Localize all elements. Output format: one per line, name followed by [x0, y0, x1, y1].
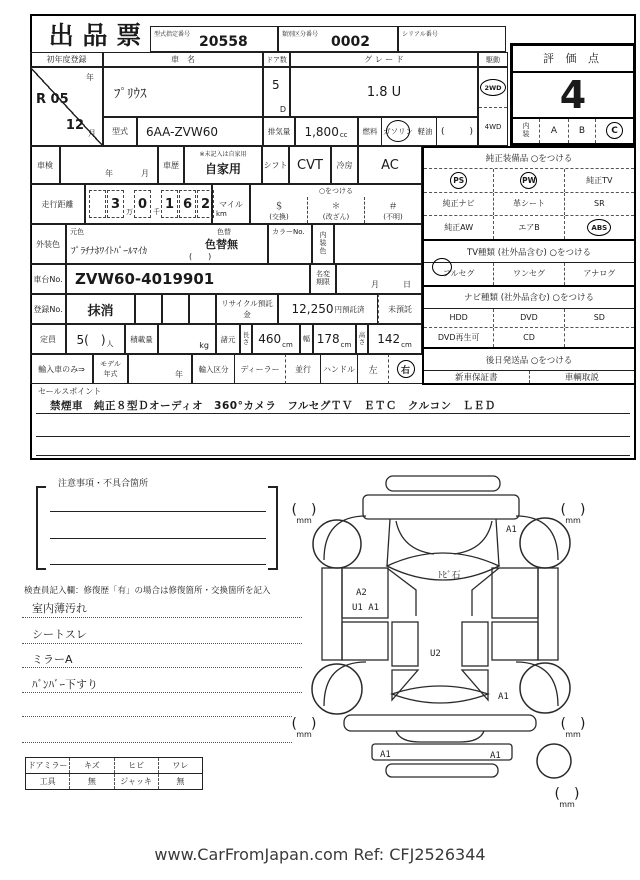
model-year-unit: 年 [175, 370, 183, 379]
handle-right [388, 354, 422, 384]
equip-oem-aw: 純正AW [444, 223, 474, 233]
color-change-paren: ( ) [189, 252, 212, 261]
tool-row [26, 773, 202, 789]
flag-exchange: ＄ (交換) [269, 201, 289, 221]
equip-oem-tv: 純正TV [564, 169, 634, 192]
tread-mark-front-left: ( ) mm [291, 502, 317, 525]
recycle-amount: 12,250 [291, 302, 334, 316]
tread-mark-rear-left: ( ) mm [291, 716, 317, 739]
first-reg-header: 初年度登録 [30, 52, 103, 67]
doors-count: 5 [272, 78, 280, 92]
name-change-day: 日 [403, 280, 411, 289]
navi-hdd: HDD [449, 313, 468, 323]
chassis-label: 車台No. [30, 264, 66, 294]
reg-month: 12 [65, 118, 84, 133]
later-manual: 車輌取説 [529, 371, 635, 383]
shift-label: シフト [262, 146, 289, 184]
interior-label: 内装 [513, 119, 540, 143]
defect-4: ﾊﾞﾝﾊﾞｰ下すり [32, 678, 98, 691]
score-label: 評 価 点 [513, 46, 633, 73]
rocker-right [538, 568, 558, 660]
mirror-kizu: キズ [69, 758, 113, 773]
serial-box [398, 26, 506, 52]
length-value: 460 cm [252, 324, 300, 354]
mileage-d1 [89, 190, 106, 218]
interior-grade-a: A [540, 119, 569, 143]
displacement-number: 1,800 [304, 124, 339, 139]
ext-color-label: 外装色 [30, 224, 66, 264]
handle-label: ハンドル [320, 354, 358, 384]
hood-right-edge [496, 519, 499, 566]
recycle-not-deposited: 未預託 [378, 294, 422, 324]
spare-tire [537, 744, 571, 778]
later-ship-row [424, 370, 634, 383]
import-only-label: 輸入車のみ⇒ [30, 354, 93, 384]
grade-header: グ レ ー ド [290, 52, 478, 67]
type-approval-label: 型式指定番号 [154, 31, 191, 38]
later-warranty: 新車保証書 [454, 373, 498, 383]
rear-plate-strip [386, 764, 498, 777]
mark-stone-chip: ﾄﾋﾞ石 [438, 571, 461, 581]
fuel-label: 燃料 [358, 117, 382, 146]
notes-box-title: 注意事項・不具合箇所 [58, 479, 149, 489]
defect-2: シートスレ [32, 628, 87, 641]
inspector-note: 検査員記入欄：修復歴「有」の場合は修復箇所・交換箇所を記入 [24, 586, 271, 596]
ext-color-box [66, 224, 268, 264]
mirror-ware: ワレ [158, 758, 202, 773]
model-label: 型式 [103, 117, 137, 146]
defect-line-4 [22, 679, 302, 693]
interior-grade-c-circled: C [606, 122, 623, 139]
capacity-value: 5( ) 人 [66, 324, 125, 354]
mileage-d3: 0 [134, 190, 151, 218]
floor-right [462, 622, 488, 666]
interior-grade-c [596, 119, 633, 143]
hood-arc-left [396, 521, 434, 554]
mirror-row [26, 758, 202, 773]
flag-tampered: ＊ (改ざん) [307, 197, 364, 223]
mark-a1-bumper-right: A1 [490, 751, 501, 761]
mileage-d5: 6 [179, 190, 196, 218]
equip-sr: SR [564, 193, 634, 216]
chassis-value: ZVW60-4019901 [66, 264, 310, 294]
displacement-label: 排気量 [263, 117, 295, 146]
history-label: 車歴 [158, 146, 184, 184]
paren-open: ( [441, 126, 445, 137]
shaken-date [60, 146, 158, 184]
tv-type-row [424, 262, 634, 285]
doors-value [263, 67, 290, 117]
navi-type-title: ナビ種類 (社外品含む) ○をつける [424, 285, 634, 308]
shaken-year-unit: 年 [105, 169, 113, 178]
mark-a2: A2 [356, 588, 367, 598]
import-type-label: 輸入区分 [192, 354, 235, 384]
doors-d: D [279, 105, 286, 114]
width-label: 幅 [300, 324, 313, 354]
width-value: 178 cm [313, 324, 356, 354]
drive-2wd [479, 68, 507, 108]
flag-unknown: ＃ (不明) [364, 197, 421, 223]
reg-blank-3 [189, 294, 216, 324]
car-name-value: ﾌﾟﾘｳｽ [103, 67, 263, 117]
import-parallel: 並行 [285, 354, 320, 384]
load-value [158, 324, 216, 354]
rear-window [392, 686, 488, 703]
notes-line-3 [50, 551, 266, 565]
hood-left-edge [387, 519, 390, 566]
navi-sd: SD [564, 309, 634, 328]
shaken-label: 車検 [30, 146, 60, 184]
reg-month-unit: 月 [88, 129, 96, 138]
defect-line-5 [22, 703, 292, 717]
type-approval-box [150, 26, 278, 52]
class-code-label: 類別区分番号 [282, 31, 319, 38]
mileage-d4: 1 [161, 190, 178, 218]
recycle-suffix: 円預託済 [334, 304, 365, 314]
defect-line-3 [22, 654, 302, 668]
fuel-diesel: 軽油 [414, 117, 436, 146]
score-value: 4 [559, 72, 587, 117]
height-label: 高さ [356, 324, 368, 354]
fuel-gasoline: ガソリン [382, 117, 414, 146]
sales-line-3 [36, 441, 630, 456]
color-no-box [268, 224, 312, 264]
wheel-front-left [313, 520, 361, 568]
mileage-man: 万 [126, 208, 133, 216]
mirror-tool-table [25, 757, 203, 790]
load-unit: kg [199, 341, 209, 350]
reg-era-year: R 05 [36, 92, 69, 107]
sheet-title: 出 品 票 [48, 21, 142, 50]
notes-bracket-left [36, 486, 46, 570]
reg-blank-2 [162, 294, 189, 324]
equip-ps: PS [424, 169, 493, 192]
jack-none: 無 [158, 774, 202, 789]
notes-line-2 [50, 525, 266, 539]
mileage-flags [250, 184, 422, 224]
front-bumper [363, 495, 519, 519]
name-change-date [336, 264, 422, 294]
mirror-label: ドアミラー [27, 761, 68, 770]
tool-label: 工具 [39, 777, 56, 786]
reg-no-label: 登録No. [30, 294, 66, 324]
class-code-box [278, 26, 398, 52]
sales-points-text: 禁煙車 純正８型Ｄオーディオ 360°カメラ フルセグＴＶ ＥＴＣ クルコン ＬＥＤ [50, 400, 496, 412]
recycle-label: リサイクル預託金 [216, 294, 278, 324]
front-door-right [492, 568, 538, 618]
tread-mark-spare: ( ) mm [554, 786, 580, 809]
tv-type-title: TV種類 (社外品含む) ○をつける [424, 239, 634, 262]
circle-note: ○をつける [318, 187, 354, 195]
length-label: 長さ [240, 324, 252, 354]
sales-points-label: セールスポイント [38, 387, 102, 396]
oem-equip-row-3 [424, 215, 634, 239]
sales-line-2 [36, 422, 630, 437]
model-value: 6AA-ZVW60 [137, 117, 263, 146]
floor-left [392, 622, 418, 666]
grade-value: 1.8 U [290, 67, 478, 117]
history-note: ※未記入は自家用 [199, 151, 247, 158]
orig-color-value: ﾌﾟﾗﾁﾅﾎﾜｲﾄﾊﾟｰﾙﾏｲｶ [71, 246, 148, 257]
gasoline-circle-mark [386, 120, 410, 142]
interior-grade-b: B [569, 119, 596, 143]
model-year-value [128, 354, 192, 384]
reg-year-unit: 年 [86, 73, 94, 82]
drive-4wd: 4WD [484, 123, 502, 131]
ac-label: 冷房 [331, 146, 358, 184]
mirror-hibi: ヒビ [114, 758, 158, 773]
defect-line-6 [22, 729, 292, 743]
equip-abs: ABS [564, 216, 634, 239]
type-approval-no: 20558 [199, 34, 248, 50]
mileage-d2: 3 [107, 190, 124, 218]
mark-u2: U2 [430, 649, 441, 659]
color-change-value: 色替無 [205, 238, 238, 251]
tv-fullseg: フルセグ [442, 269, 475, 279]
recycle-value [278, 294, 378, 324]
reg-blank-1 [135, 294, 162, 324]
first-reg-value [30, 67, 103, 146]
ac-value: AC [358, 146, 422, 184]
equip-leather: 革シート [493, 193, 563, 216]
displacement-unit: cc [339, 131, 348, 139]
mileage-d6: 2 [197, 190, 214, 218]
score-box [510, 43, 636, 146]
navi-cd: CD [493, 328, 563, 347]
navi-dvd-play: DVD再生可 [437, 333, 480, 343]
tread-mark-front-right: ( ) mm [560, 502, 586, 525]
oem-equip-title: 純正装備品 ○をつける [485, 153, 573, 164]
drive-header: 駆動 [478, 52, 508, 67]
color-change-label: 色替 [217, 228, 231, 236]
name-change-label: 名変期限 [310, 264, 336, 294]
import-dealer: ディーラー [235, 354, 285, 384]
hood-arc-right [454, 521, 492, 554]
drive-value [478, 67, 508, 146]
navi-dvd: DVD [493, 309, 563, 328]
equip-pw: PW [493, 169, 563, 192]
oem-equip-row-2 [424, 192, 634, 216]
notes-bracket-right [268, 486, 278, 570]
footer-watermark: www.CarFromJapan.com Ref: CFJ2526344 [154, 845, 486, 864]
mileage-label: 走行距離 [30, 184, 85, 224]
name-change-month: 月 [371, 280, 379, 289]
front-plate-strip [386, 476, 500, 491]
fullseg-circle-mark [432, 258, 452, 276]
model-year-label: モデル年式 [93, 354, 128, 384]
handle-left: 左 [358, 354, 388, 384]
equip-oem-navi: 純正ナビ [442, 199, 475, 209]
defect-3: ミラーA [32, 653, 73, 666]
equip-airbag: エアB [493, 216, 563, 239]
capacity-label: 定員 [30, 324, 66, 354]
paren-close: ) [469, 126, 473, 137]
mark-a1-bumper-left: A1 [380, 750, 391, 760]
navi-row-2 [424, 327, 634, 347]
mile-cell: マイル [212, 184, 250, 224]
car-name-header: 車 名 [103, 52, 263, 67]
notes-line-1 [50, 498, 266, 512]
rocker-left [322, 568, 342, 660]
tool-none: 無 [69, 774, 113, 789]
serial-label: シリアル番号 [402, 31, 438, 38]
interior-color-blank [334, 224, 422, 264]
navi-row-1 [424, 308, 634, 328]
spec-label: 諸元 [216, 324, 240, 354]
jack-label: ジャッキ [114, 774, 158, 789]
history-value-box [184, 146, 262, 184]
mark-a1-rear: A1 [498, 692, 509, 702]
doors-header: ドア数 [263, 52, 290, 67]
reg-no-value: 抹消 [66, 294, 135, 324]
mileage-digits [85, 184, 227, 224]
tread-mark-rear-right: ( ) mm [560, 716, 586, 739]
defect-1: 室内薄汚れ [32, 602, 87, 615]
handle-right-circled: 右 [397, 360, 415, 378]
shaken-month-unit: 月 [141, 169, 149, 178]
rear-door-right [492, 622, 538, 660]
color-no-label: カラーNo. [272, 228, 305, 236]
height-value: 142 cm [368, 324, 422, 354]
rear-bumper-humps [396, 731, 484, 742]
defect-line-2 [22, 630, 302, 644]
interior-color-label: 内装色 [312, 224, 334, 264]
orig-color-label: 元色 [70, 228, 84, 236]
rear-panel [344, 715, 536, 731]
history-value: 自家用 [204, 162, 241, 176]
shift-value: CVT [289, 146, 331, 184]
rear-door-left [342, 622, 388, 660]
sales-line-1 [36, 399, 630, 414]
later-ship-title: 後日発送品 ○をつける [424, 347, 634, 370]
displacement-value [295, 117, 358, 146]
interior-grade-row [513, 117, 633, 143]
navi-blank [564, 328, 634, 347]
mileage-sen: 千 [153, 208, 160, 216]
tv-oneseg: ワンセグ [493, 263, 563, 285]
fuel-paren [436, 117, 478, 146]
mark-u1-a1: U1 A1 [352, 603, 380, 613]
defect-line-1 [22, 604, 302, 618]
tv-analog: アナログ [564, 263, 634, 285]
oem-equip-row-1 [424, 168, 634, 192]
mileage-km: km [216, 210, 227, 218]
class-code-no: 0002 [331, 34, 370, 50]
drive-2wd-circled: 2WD [480, 79, 506, 96]
mark-a1-front: A1 [506, 525, 517, 535]
load-label: 積載量 [125, 324, 158, 354]
equipment-column [422, 146, 636, 385]
